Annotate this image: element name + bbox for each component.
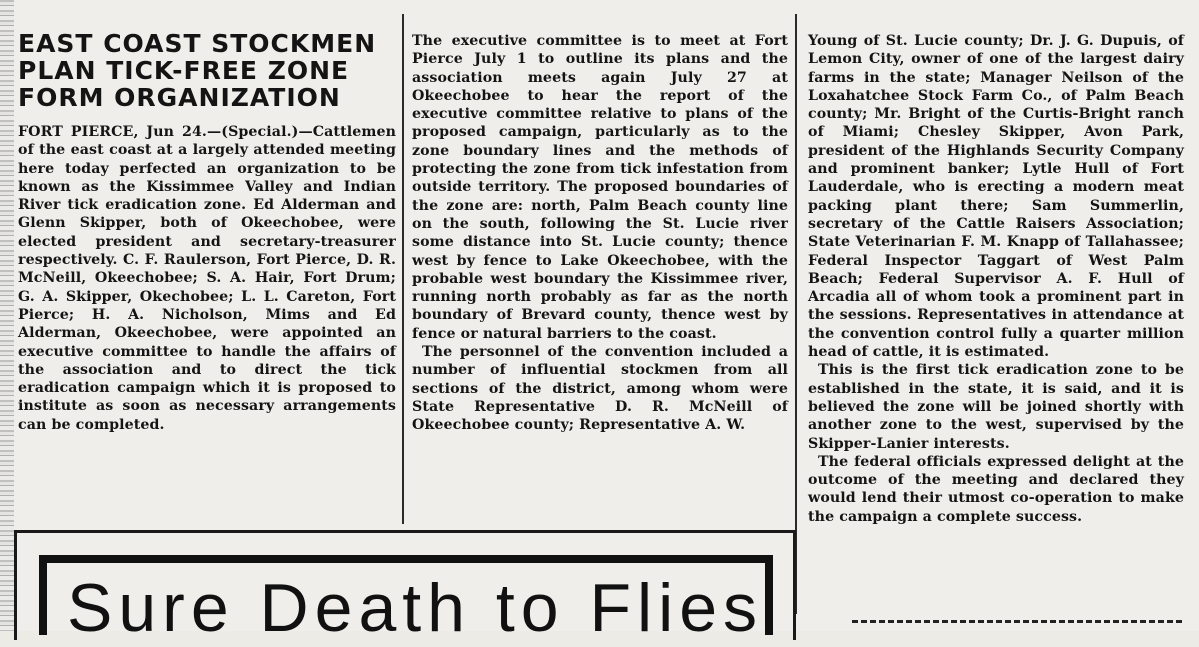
column-3 [808, 32, 1184, 526]
col3-paragraph-3: The federal officials expressed delight at the outcome of the meeting and declared they would lend their utmost co-operation to make the campaign a complete success. [808, 453, 1184, 525]
headline-line-1: EAST COAST STOCKMEN [18, 30, 377, 57]
headline-line-3: FORM ORGANIZATION [18, 84, 341, 111]
col3-paragraph-1: Young of St. Lucie county; Dr. J. G. Dupuis, of Lemon City, owner of one of the largest dairy farms in the state; Manager Neilson of the Loxahatchee Stock Farm Co., of Palm Beach county; Mr. Bright of the Curtis-Bright ranch of Miami; Chesley Skipper, Avon Park, president of the Highlands Security Company and prominent banker; Lytle Hull of Fort Lauderdale, who is erecting a modern meat packing plant there; Sam Summerlin, secretary of the Cattle Raisers Association; State Veterinarian F. M. Knapp of Tallahassee; Federal Inspector Taggart of West Palm Beach; Federal Supervisor A. F. Hull of Arcadia all of whom took a prominent part in the sessions. Representatives in attendance at the convention control fully a quarter million head of cattle, it is estimated. [808, 33, 1184, 361]
dateline: FORT PIERCE, Jun 24.—(Special.) [18, 124, 299, 140]
column-rule-1 [402, 14, 404, 524]
article-lead-paragraph [18, 123, 396, 434]
advertisement-frame [14, 530, 796, 646]
lead-text: —Cattlemen of the east coast at a largely attended meeting here today perfected an organization to be known as the Kissimmee Valley and Indian River tick eradication zone. Ed Alderman and Glenn Skipper, both of Okeechobee, were elected president and secretary-treasurer respectively. C. F. Raulerson, Fort Pierce, D. R. McNeill, Okeechobee; S. A. Hair, Fort Drum; G. A. Skipper, Okechobee; L. L. Careton, Fort Pierce; H. A. Nicholson, Mims and Ed Alderman, Okeechobee, were appointed an executive committee to handle the affairs of the association and to direct the tick eradication campaign which it is proposed to institute as soon as necessary arrangements can be completed. [18, 124, 396, 433]
article-headline [18, 30, 396, 111]
advertisement-headline: Sure Death to Flies [67, 570, 764, 646]
column-2 [412, 32, 788, 435]
column-rule-2 [795, 14, 797, 614]
col3-paragraph-2: This is the first tick eradication zone to be established in the state, it is said, and it is believed the zone will be joined shortly with another zone to the west, supervised by the Skipper-Lanier interests. [808, 362, 1184, 452]
column-end-rule [852, 620, 1182, 623]
headline-line-2: PLAN TICK-FREE ZONE [18, 57, 350, 84]
column-1 [18, 18, 396, 434]
col2-paragraph-2: The personnel of the convention included a number of influential stockmen from all sections of the district, among whom were State Representative D. R. McNeill of Okeechobee county; Representative A. W. [412, 344, 788, 434]
col2-paragraph-1: The executive committee is to meet at Fort Pierce July 1 to outline its plans and the association meets again July 27 at Okeechobee to hear the report of the executive committee relative to plans of the proposed campaign, particularly as to the zone boundary lines and the methods of protecting the zone from tick infestation from outside territory. The proposed boundaries of the zone are: north, Palm Beach county line on the south, following the St. Lucie river some distance into St. Lucie county; thence west by fence to Lake Okeechobee, with the probable west boundary the Kissimmee river, running north probably as far as the north boundary of Brevard county, thence west by fence or natural barriers to the coast. [412, 33, 788, 342]
page-edge-scan-noise [0, 0, 14, 631]
